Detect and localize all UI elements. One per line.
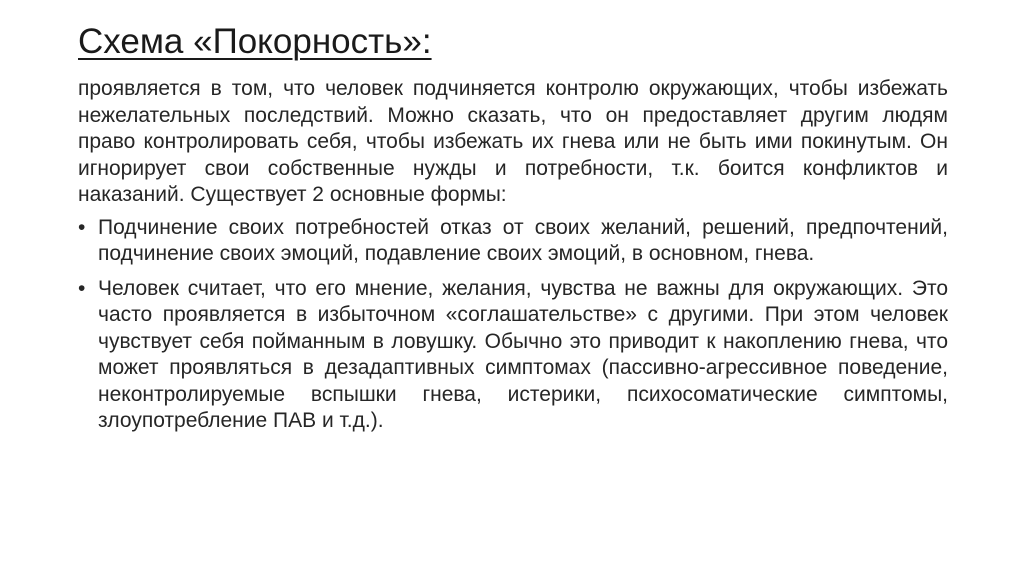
bullet-item	[78, 276, 948, 435]
intro-paragraph: проявляется в том, что человек подчиняется контролю окружающих, чтобы избежать нежелательных последствий. Можно сказать, что он предоставляет другим людям право контролировать себя, чтобы избежать их гнева или не быть ими покинутым. Он игнорирует свои собственные нужды и потребности, т.к. боится конфликтов и наказаний. Существует 2 основные формы:	[78, 77, 948, 206]
slide-body	[78, 76, 948, 443]
bullet-icon: •	[78, 215, 86, 239]
bullet-text: Подчинение своих потребностей отказ от своих желаний, решений, предпочтений, подчинение своих эмоций, подавление своих эмоций, в основном, гнева.	[98, 215, 948, 265]
bullet-item	[78, 215, 948, 268]
bullet-list	[78, 215, 948, 435]
bullet-icon: •	[78, 276, 86, 300]
slide-title: Схема «Покорность»:	[78, 22, 432, 61]
bullet-text: Человек считает, что его мнение, желания, чувства не важны для окружающих. Это часто проявляется в избыточном «соглашательстве» с другими. При этом человек чувствует себя пойманным в ловушку. Обычно это приводит к накоплению гнева, что может проявляться в дезадаптивных симптомах (пассивно-агрессивное поведение, неконтролируемые вспышки гнева, истерики, психосоматические симптомы, злоупотребление ПАВ и т.д.).	[98, 276, 948, 432]
